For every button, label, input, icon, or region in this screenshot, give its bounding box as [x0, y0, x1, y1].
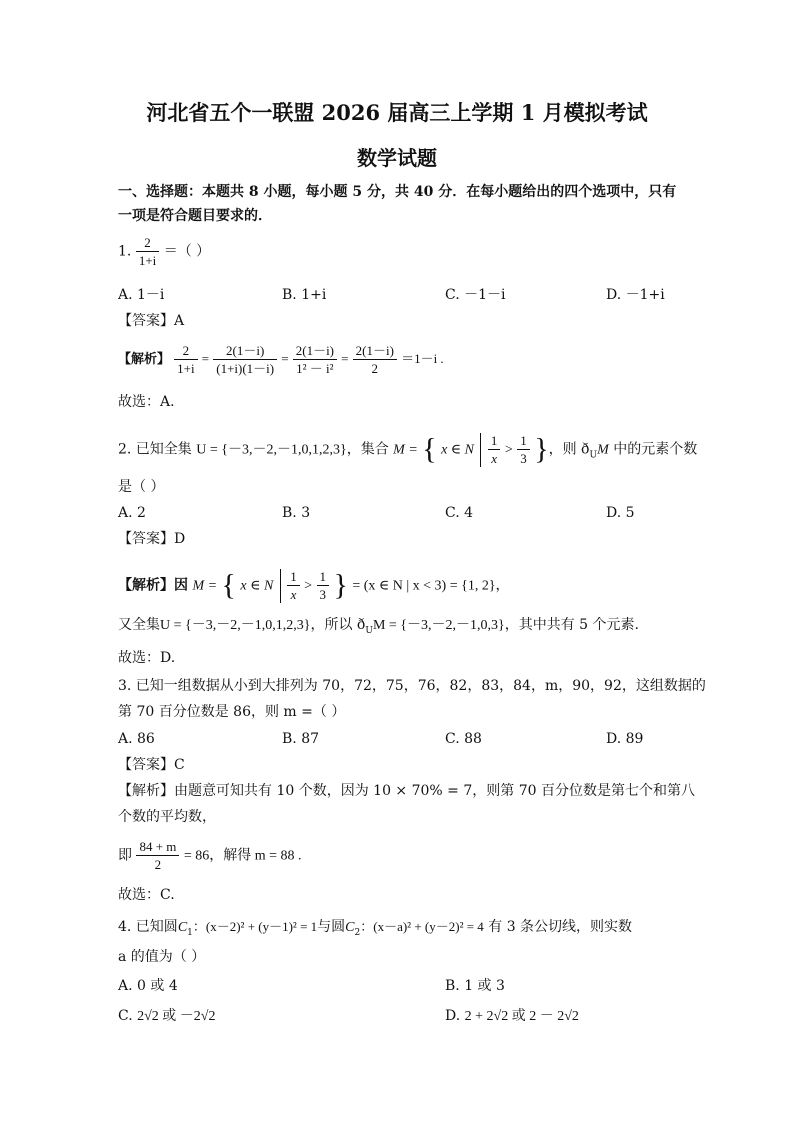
- fraction-denominator: 2: [371, 361, 379, 376]
- question-number: 1.: [118, 243, 132, 260]
- circle-c2-equation: ：(x－a)² + (y－2)² = 4: [360, 919, 484, 934]
- fraction-denominator: x: [491, 451, 498, 466]
- fraction: [488, 432, 501, 467]
- question-3-stem-line2: 第 70 百分位数是 86，则 m =（ ）: [118, 704, 346, 720]
- question-2-stem: [118, 432, 697, 467]
- question-text: ，则 ð: [548, 441, 590, 458]
- q2-conclusion: 故选：D.: [118, 650, 176, 666]
- fraction-numerator: 2(1－i): [213, 342, 277, 360]
- fraction: [174, 342, 197, 377]
- fraction: [317, 568, 330, 603]
- option-label: C.: [118, 1008, 133, 1024]
- fraction-numerator: 1: [517, 432, 530, 450]
- circle-c2-label: C: [345, 920, 355, 935]
- q2-option-c: C. 4: [445, 505, 474, 521]
- fraction-numerator: 84 + m: [136, 838, 179, 856]
- fraction-denominator: 3: [520, 451, 527, 466]
- analysis-text: 即: [118, 847, 132, 864]
- set-m-label: M =: [393, 442, 418, 458]
- fraction-denominator: x: [290, 587, 297, 602]
- q4-option-c: [118, 1006, 216, 1027]
- fraction-numerator: 1: [287, 568, 300, 586]
- question-text: 中的元素个数: [608, 441, 698, 458]
- fraction-denominator: 3: [319, 587, 327, 602]
- fraction-numerator: 1: [488, 432, 501, 450]
- q3-analysis-line2: 个数的平均数，: [118, 809, 216, 825]
- option-value: 2 + 2√2 或 2 － 2√2: [464, 1009, 579, 1024]
- question-blank: ＝（ ）: [163, 243, 211, 260]
- set-m-label: M: [597, 442, 609, 458]
- set-condition: x ∈ N: [240, 578, 274, 594]
- q1-analysis: 【解析】 $\frac{2}{1+i}$ = $\frac{2(1-i)}{(1+i)(1-i)}$ = $\frac{2(1-i)}{\text{1² － i²}}$ = $\frac{2(1-i)}{2}$ ＝1－i .: [118, 343, 444, 376]
- option-value: 2√2 或 －2√2: [137, 1009, 216, 1024]
- greater-than: >: [304, 578, 313, 594]
- q3-option-b: B. 87: [282, 731, 320, 747]
- q2-analysis: [118, 568, 510, 603]
- q4-option-a: A. 0 或 4: [118, 978, 178, 994]
- fraction-denominator: 2: [154, 857, 162, 872]
- set-m-label: M =: [192, 578, 218, 594]
- fraction-denominator: 1+i: [138, 253, 157, 268]
- brace-right: }: [534, 432, 549, 466]
- q3-option-a: A. 86: [118, 731, 155, 747]
- question-text: 与圆: [317, 919, 346, 935]
- question-3-stem-line1: 3. 已知一组数据从小到大排列为 70，72，75，76，82，83，84，m，90，92，这组数据的: [118, 678, 706, 694]
- analysis-text: 又全集: [118, 617, 160, 633]
- subscript: U: [365, 625, 373, 636]
- fraction: [136, 838, 179, 873]
- option-label: D.: [445, 1008, 461, 1024]
- q3-conclusion: 故选：C.: [118, 887, 175, 903]
- q2-option-b: B. 3: [282, 505, 311, 521]
- set-condition: x ∈ N: [441, 442, 475, 458]
- universal-set: U = {－3,－2,－1,0,1,2,3}: [196, 442, 347, 458]
- q2-option-a: A. 2: [118, 505, 146, 521]
- analysis-result: = (x ∈ N | x < 3) = {1, 2}，: [352, 578, 510, 594]
- fraction-numerator: 2: [136, 234, 159, 252]
- question-2-stem-line2: 是（ ）: [118, 479, 165, 495]
- q3-option-c: C. 88: [445, 731, 482, 747]
- question-text: 4. 已知圆: [118, 919, 178, 935]
- section-heading-line1: 一、选择题：本题共 8 小题，每小题 5 分，共 40 分．在每小题给出的四个选项中，只有: [118, 184, 677, 200]
- exam-title: 河北省五个一联盟 2026 届高三上学期 1 月模拟考试: [146, 100, 648, 125]
- fraction-numerator: 2(1－i): [353, 342, 397, 360]
- exam-subtitle: 数学试题: [357, 146, 437, 170]
- complement-set: M = {－3,－2,－1,0,3}: [372, 618, 505, 633]
- fraction: [136, 234, 159, 269]
- question-text: 有 3 条公切线，则实数: [483, 919, 633, 935]
- q4-option-b: B. 1 或 3: [445, 978, 505, 994]
- analysis-label: 【解析】因: [118, 577, 188, 594]
- q2-answer: 【答案】D: [118, 531, 186, 547]
- circle-c1-equation: ：(x－2)² + (y－1)² = 1: [192, 919, 318, 934]
- fraction: [293, 342, 337, 377]
- subscript: 1: [187, 927, 193, 938]
- q3-analysis-line3: [118, 838, 302, 873]
- brace-left: {: [221, 568, 236, 602]
- fraction: [213, 342, 277, 377]
- q1-option-a: A. 1－i: [118, 287, 165, 303]
- section-heading-line2: 一项是符合题目要求的．: [118, 208, 272, 224]
- q1-conclusion: 故选：A.: [118, 394, 175, 410]
- analysis-text: ，所以 ð: [310, 617, 366, 633]
- question-text: 2. 已知全集: [118, 441, 192, 458]
- q1-answer: 【答案】A: [118, 313, 185, 329]
- q3-answer: 【答案】C: [118, 757, 185, 773]
- fraction-denominator: 1² － i²: [296, 361, 334, 376]
- set-bar: [480, 433, 481, 467]
- q1-option-c: C. －1－i: [445, 287, 506, 303]
- fraction: [287, 568, 300, 603]
- question-1-stem: [118, 234, 210, 269]
- fraction-denominator: 1+i: [177, 361, 195, 376]
- q3-analysis-line1: 【解析】由题意可知共有 10 个数，因为 10 × 70% = 7，则第 70 百分位数是第七个和第八: [118, 783, 695, 799]
- fraction-numerator: 2(1－i): [293, 342, 337, 360]
- question-4-stem: [118, 917, 632, 943]
- subscript: U: [589, 450, 598, 461]
- q2-analysis-line2: [118, 615, 639, 641]
- analysis-label: 【解析】: [118, 352, 171, 367]
- fraction-denominator: (1+i)(1－i): [216, 361, 275, 376]
- q2-option-d: D. 5: [606, 505, 635, 521]
- question-4-stem-line2: a 的值为（ ）: [118, 949, 206, 965]
- circle-c1-label: C: [177, 920, 188, 935]
- set-bar: [280, 569, 281, 603]
- fraction: [517, 432, 530, 467]
- universal-set: U = {－3,－2,－1,0,1,2,3}: [160, 618, 311, 633]
- subscript: 2: [354, 927, 361, 938]
- question-text: ，集合: [346, 441, 389, 458]
- q1-option-b: B. 1+i: [282, 287, 327, 303]
- q1-option-d: D. －1+i: [606, 287, 665, 303]
- analysis-result: ＝1－i .: [401, 351, 444, 366]
- brace-right: }: [333, 568, 348, 602]
- fraction: [353, 342, 397, 377]
- fraction-numerator: 1: [317, 568, 330, 586]
- analysis-text: ，其中共有 5 个元素.: [504, 617, 639, 633]
- q3-option-d: D. 89: [606, 731, 644, 747]
- fraction-numerator: 2: [174, 342, 197, 360]
- brace-left: {: [422, 432, 437, 466]
- q4-option-d: [445, 1006, 579, 1027]
- analysis-result: = 86，解得 m = 88 .: [183, 848, 302, 864]
- greater-than: >: [504, 442, 513, 458]
